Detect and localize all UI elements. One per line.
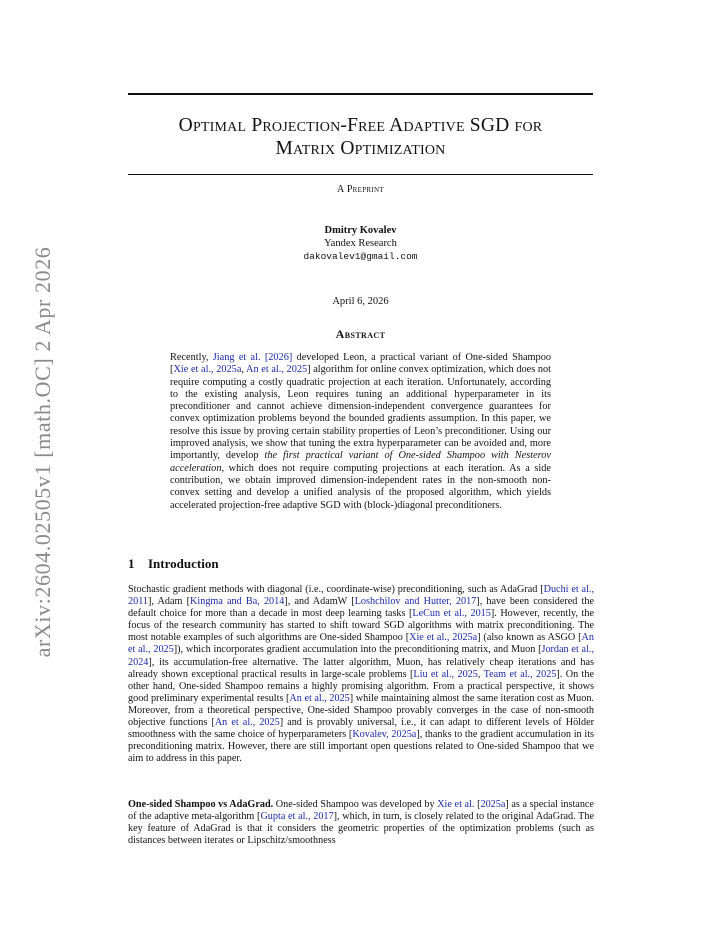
- paragraph-text-run: ], and AdamW [: [284, 596, 355, 608]
- paragraph-text-run: Stochastic gradient methods with diagonal (i.e., coordinate-wise) preconditioning, such as AdaGrad [: [128, 584, 544, 595]
- citation-link[interactable]: Xie et al., 2025a: [173, 364, 242, 376]
- paper-title: [128, 114, 593, 160]
- paragraph-text-run: ] while maintaining almost the same iteration cost as Muon. Moreover, from a theoretical perspective, One-sided Shampoo provably converges in the case of non-smooth objective functions [: [128, 692, 594, 729]
- abstract-text-run: ,: [241, 364, 247, 376]
- citation-link[interactable]: LeCun et al., 2015: [412, 608, 491, 620]
- abstract-text: [170, 352, 551, 512]
- paragraph-text-run: ]. On the other hand, One-sided Shampoo remains a highly promising algorithm. From a practical perspective, it shows good preliminary experimental results [: [128, 668, 594, 704]
- citation-link[interactable]: Gupta et al., 2017: [260, 811, 334, 823]
- abstract-heading: Abstract: [335, 327, 386, 341]
- citation-link[interactable]: Kovalev, 2025a: [352, 729, 417, 741]
- citation-link[interactable]: Loshchilov and Hutter, 2017: [354, 596, 477, 608]
- abstract-text-run: , which does not require computing projections at each iteration. As a side contribution, we obtain improved dimension-independent rates in the non-smooth non-convex setting and develop a unified analysis of the proposed algorithm, which yields accelerated projection-free adaptive SGD with (block-)diagonal preconditioners.: [170, 462, 551, 511]
- preprint-label: A Preprint: [337, 184, 384, 195]
- abstract-text-run: ] algorithm for online convex optimization, which does not require computing a costly quadratic projection at each iteration. Unfortunately, according to the existing analysis, Leon requires tuning an additional hyperparameter in its preconditioner and cannot achieve dimension-independent convergence guarantees for convex optimization problems beyond the bounded gradients assumption. In this paper, we resolve this issue by proving certain stability properties of Leon’s preconditioner. Using our improved analysis, we show that tuning the extra hyperparameter can be avoided and, more importantly, develop: [170, 364, 552, 462]
- citation-link[interactable]: Xie et al.: [437, 799, 475, 810]
- title-top-rule: [128, 93, 593, 95]
- citation-link[interactable]: An et al., 2025: [214, 717, 280, 729]
- paragraph-text-run: One-sided Shampoo was developed by: [273, 799, 438, 810]
- section-number: 1: [128, 556, 135, 571]
- paragraph-text-run: ] as a special instance of the adaptive meta-algorithm [: [128, 799, 594, 823]
- section-heading-introduction: [128, 556, 593, 572]
- citation-link[interactable]: An et al., 2025: [128, 632, 594, 656]
- citation-link[interactable]: 2025a: [480, 799, 506, 810]
- paragraph-text-run: ]), which incorporates gradient accumulation into the preconditioning matrix, and Muon [: [173, 644, 542, 656]
- citation-link[interactable]: Liu et al., 2025: [413, 668, 478, 680]
- title-line-1: Optimal Projection-Free Adaptive SGD for: [178, 115, 543, 136]
- intro-paragraph-1: [128, 584, 594, 765]
- paragraph-text-run: ] and is provably universal, i.e., it can adapt to different levels of Hölder smoothness with the same choice of hyperparameters [: [128, 717, 595, 741]
- abstract-text-run: Recently,: [170, 352, 213, 363]
- section-title: Introduction: [148, 556, 219, 571]
- citation-link[interactable]: An et al., 2025: [289, 692, 350, 704]
- paragraph-text-run: ] (also known as ASGO [: [477, 632, 582, 644]
- title-bottom-rule: [128, 174, 593, 175]
- paragraph-text-run: ], thanks to the gradient accumulation in its preconditioning matrix. However, there are still important open questions related to One-sided Shampoo that we aim to address in this paper.: [128, 729, 594, 765]
- citation-link[interactable]: Xie et al., 2025a: [409, 632, 478, 644]
- author-block: [128, 224, 593, 263]
- arxiv-identifier: arXiv:2604.02505v1 [math.OC] 2 Apr 2026: [30, 246, 55, 658]
- paragraph-text-run: [: [474, 799, 481, 810]
- paragraph-lead-heading: One-sided Shampoo vs AdaGrad.: [128, 799, 274, 810]
- citation-link[interactable]: Team et al., 2025: [483, 668, 557, 680]
- paragraph-text-run: ], which, in turn, is closely related to the original AdaGrad. The key feature of AdaGrad is that it considers the geometric properties of the optimization problems (such as distances between iterates or Lipschitz/smoothness: [128, 811, 594, 847]
- citation-link[interactable]: Jordan et al., 2024: [128, 644, 594, 668]
- author-affiliation: Yandex Research: [324, 238, 397, 249]
- paragraph-text-run: ], its accumulation-free alternative. The latter algorithm, Muon, has relatively cheap iterations and has already shown exceptional practical results in large-scale problems [: [128, 656, 594, 680]
- paragraph-text-run: ,: [477, 668, 484, 680]
- citation-link[interactable]: Duchi et al., 2011: [128, 584, 594, 608]
- paragraph-text-run: ]. However, recently, the focus of the research community has started to shift toward SGD algorithms with matrix preconditioning. The most notable examples of such algorithms are One-sided Shampoo [: [128, 608, 594, 644]
- author-name: Dmitry Kovalev: [324, 225, 397, 236]
- citation-link[interactable]: An et al., 2025: [246, 364, 308, 376]
- abstract-emphasis: the first practical variant of One-sided Shampoo with Nesterov acceleration: [170, 450, 551, 474]
- paragraph-text-run: ], have been considered the default choice for more than a decade in most deep learning tasks [: [128, 596, 594, 620]
- abstract-text-run: developed Leon, a practical variant of One-sided Shampoo [: [170, 352, 551, 376]
- author-email[interactable]: dakovalev1@gmail.com: [303, 251, 418, 262]
- citation-link[interactable]: Kingma and Ba, 2014: [190, 596, 285, 608]
- intro-paragraph-2: [128, 799, 594, 847]
- title-line-2: Matrix Optimization: [275, 138, 446, 159]
- citation-link[interactable]: Jiang et al. [2026]: [212, 352, 293, 363]
- paragraph-text-run: ], Adam [: [148, 596, 191, 608]
- paper-date: April 6, 2026: [332, 296, 389, 307]
